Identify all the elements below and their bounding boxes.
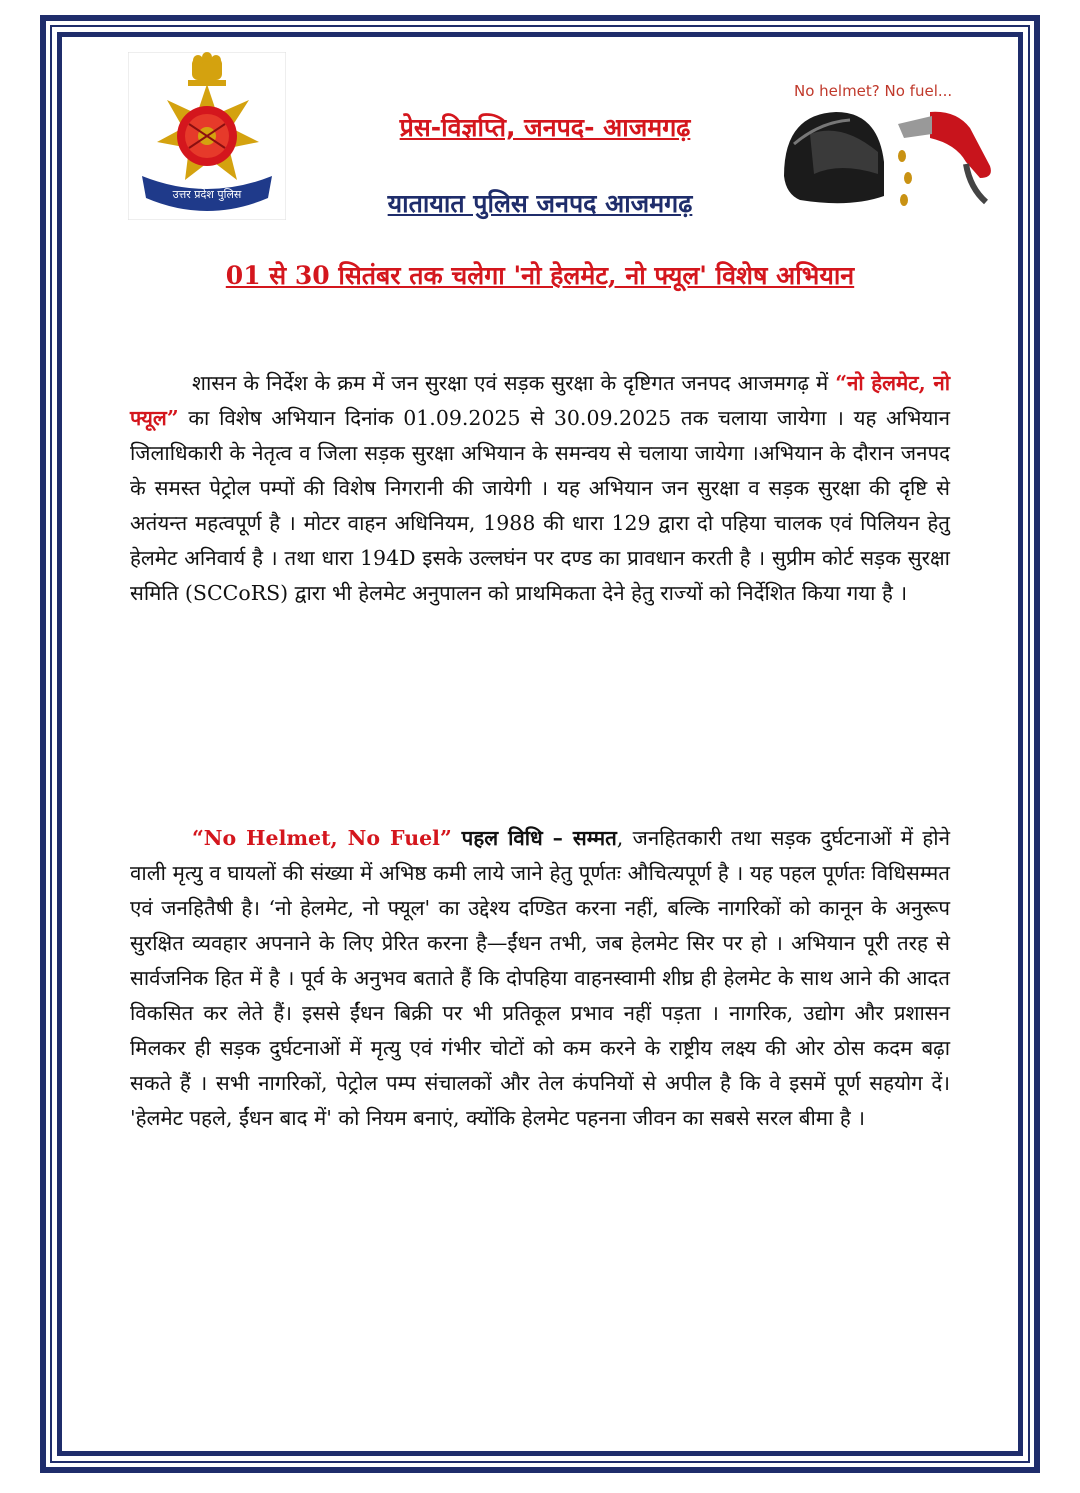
helmet-fuel-ad [780,82,1000,214]
paragraph-1-body: का विशेष अभियान दिनांक 01.09.2025 से 30.09.2025 तक चलाया जायेगा । यह अभियान जिलाधिकारी के नेतृत्व व जिला सड़क सुरक्षा अभियान के समन्वय से चलाया जायेगा ।अभियान के दौरान जनपद के समस्त पेट्रोल पम्पों की विशेष निगरानी की जायेगी । यह अभियान जन सुरक्षा व सड़क सुरक्षा की दृष्टि से अतंयन्त महत्वपूर्ण है । मोटर वाहन अधिनियम, 1988 की धारा 129 द्वारा दो पहिया चालक एवं पिलियन हेतु हेलमेट अनिवार्य है । तथा धारा 194D इसके उल्लघंन पर दण्ड का प्रावधान करती है । सुप्रीम कोर्ट सड़क सुरक्षा समिति (SCCoRS) द्वारा भी हेलमेट अनुपालन को प्राथमिकता देने हेतु राज्यों को निर्देशित किया गया है । [130,405,950,605]
paragraph-1 [130,366,950,611]
paragraph-1-lead: शासन के निर्देश के क्रम में जन सुरक्षा एवं सड़क सुरक्षा के दृष्टिगत जनपद आजमगढ़ में [192,370,836,395]
helmet-ad-caption: No helmet? No fuel... [794,82,953,100]
paragraph-1-highlight: “नो हेलमेट, नो फ्यूल” [130,370,951,430]
campaign-headline: 01 से 30 सितंबर तक चलेगा 'नो हेलमेट, नो फ्यूल' विशेष अभियान [225,261,855,290]
emblem-scroll-text: उत्तर प्रदेश पुलिस [172,188,242,201]
paragraph-2-bold-phrase: पहल विधि – सम्मत [451,825,617,850]
paragraph-2-body: , जनहितकारी तथा सड़क दुर्घटनाओं में होने वाली मृत्यु व घायलों की संख्या में अभिष्ठ कमी लाये जाने हेतु पूर्णतः औचित्यपूर्ण है । यह पहल पूर्णतः विधिसम्मत एवं जनहितैषी है। ‘नो हेलमेट, नो फ्यूल' का उद्देश्य दण्डित करना नहीं, बल्कि नागरिकों को कानून के अनुरूप सुरक्षित व्यवहार अपनाने के लिए प्रेरित करना है—ईंधन तभी, जब हेलमेट सिर पर हो । अभियान पूरी तरह से सार्वजनिक हित में है । पूर्व के अनुभव बताते हैं कि दोपहिया वाहनस्वामी शीघ्र ही हेलमेट के साथ आने की आदत विकसित कर लेते हैं। इससे ईंधन बिक्री पर भी प्रतिकूल प्रभाव नहीं पड़ता । नागरिक, उद्योग और प्रशासन मिलकर ही सड़क दुर्घटनाओं में मृत्यु एवं गंभीर चोटों को कम करने के राष्ट्रीय लक्ष्य की ओर ठोस कदम बढ़ा सकते हैं । सभी नागरिकों, पेट्रोल पम्प संचालकों और तेल कंपनियों से अपील है कि वे इसमें पूर्ण सहयोग दें। 'हेलमेट पहले, ईंधन बाद में' को नियम बनाएं, क्योंकि हेलमेट पहनना जीवन का सबसे सरल बीमा है । [130,825,950,1130]
paragraph-2-highlight: “No Helmet, No Fuel” [192,825,452,850]
up-police-emblem-icon [128,52,286,220]
press-release-title: प्रेस-विज्ञप्ति, जनपद- आजमगढ़ [399,113,691,142]
helmet-fuel-nozzle-icon [780,104,1000,214]
traffic-police-title: यातायात पुलिस जनपद आजमगढ़ [387,189,693,218]
paragraph-2 [130,821,950,1136]
inner-border [57,32,1023,1456]
